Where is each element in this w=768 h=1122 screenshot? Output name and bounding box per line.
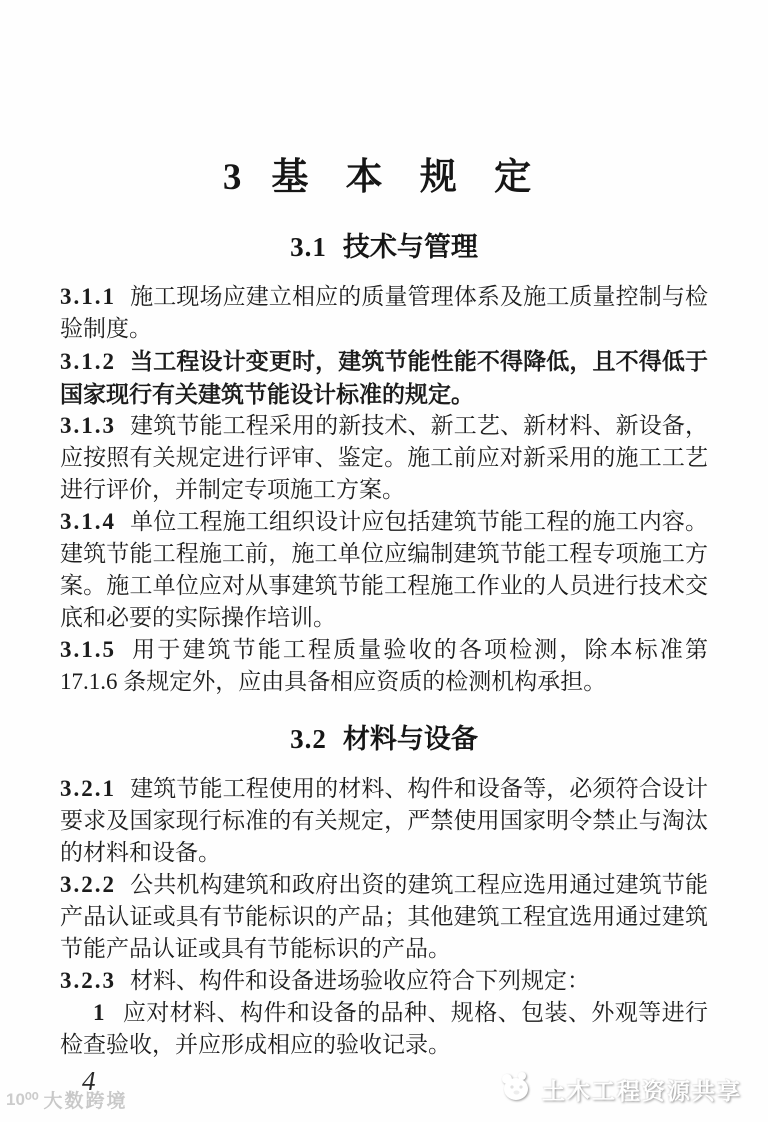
clause-text: 材料、构件和设备进场验收应符合下列规定： [130,968,590,993]
clause-3-2-3-item-1 [60,997,708,1061]
page-number: 4 [82,1066,96,1096]
clause-3-2-1 [60,773,708,869]
clause-3-1-4 [60,506,708,634]
clause-text: 单位工程施工组织设计应包括建筑节能工程的施工内容。建筑节能工程施工前，施工单位应编制建筑节能工程专项施工方案。施工单位应对从事建筑节能工程施工作业的人员进行技术交底和必要的实际操作培训。 [60,509,708,630]
clause-number: 3.1.3 [60,413,116,438]
page-content [60,156,708,1061]
watermark-left-label: 大数跨境 [43,1091,128,1112]
watermark-right-label: 土木工程资源共享 [542,1077,742,1104]
clause-number: 3.2.2 [60,872,116,897]
watermark-brand-left [6,1086,128,1113]
section-heading-3-1 [60,232,708,262]
clause-text: 公共机构建筑和政府出资的建筑工程应选用通过建筑节能产品认证或具有节能标识的产品；其他建筑工程宜选用通过建筑节能产品认证或具有节能标识的产品。 [60,872,708,961]
watermark-brand-right [498,1070,742,1108]
clause-number: 3.1.5 [60,637,116,662]
clause-number: 3.2.3 [60,968,116,993]
clause-text: 用于建筑节能工程质量验收的各项检测，除本标准第 17.1.6 条规定外，应由具备相应资质的检测机构承担。 [60,637,708,694]
section-heading-3-2 [60,724,708,754]
section-title: 材料与设备 [342,724,478,754]
clause-3-2-2 [60,869,708,965]
section-title: 技术与管理 [342,232,478,262]
section-number: 3.1 [290,232,327,262]
clause-number: 3.1.2 [60,349,116,374]
clause-text: 应对材料、构件和设备的品种、规格、包装、外观等进行检查验收，并应形成相应的验收记录。 [60,1000,708,1057]
clause-3-1-1 [60,281,708,345]
clause-number: 3.1.4 [60,509,116,534]
list-item-number: 1 [93,1000,105,1025]
dashukuajing-logo-icon: 10⁰⁰ [6,1089,39,1109]
chapter-heading [60,156,708,200]
clause-number: 3.2.1 [60,776,116,801]
chapter-title: 基 本 规 定 [271,157,546,198]
chapter-number: 3 [222,157,242,198]
clause-text: 当工程设计变更时，建筑节能性能不得降低，且不得低于国家现行有关建筑节能设计标准的规定。 [60,348,708,407]
clause-text: 建筑节能工程采用的新技术、新工艺、新材料、新设备，应按照有关规定进行评审、鉴定。施工前应对新采用的施工工艺进行评价，并制定专项施工方案。 [60,413,708,502]
clause-number: 3.1.1 [60,284,116,309]
clause-3-1-2 [60,345,708,410]
section-number: 3.2 [290,724,327,754]
clause-3-1-5 [60,634,708,698]
clause-text: 施工现场应建立相应的质量管理体系及施工质量控制与检验制度。 [60,284,708,341]
clause-text: 建筑节能工程使用的材料、构件和设备等，必须符合设计要求及国家现行标准的有关规定，严禁使用国家明令禁止与淘汰的材料和设备。 [60,776,708,865]
panda-logo-icon [498,1070,534,1108]
clause-3-1-3 [60,410,708,506]
clause-3-2-3 [60,965,708,997]
